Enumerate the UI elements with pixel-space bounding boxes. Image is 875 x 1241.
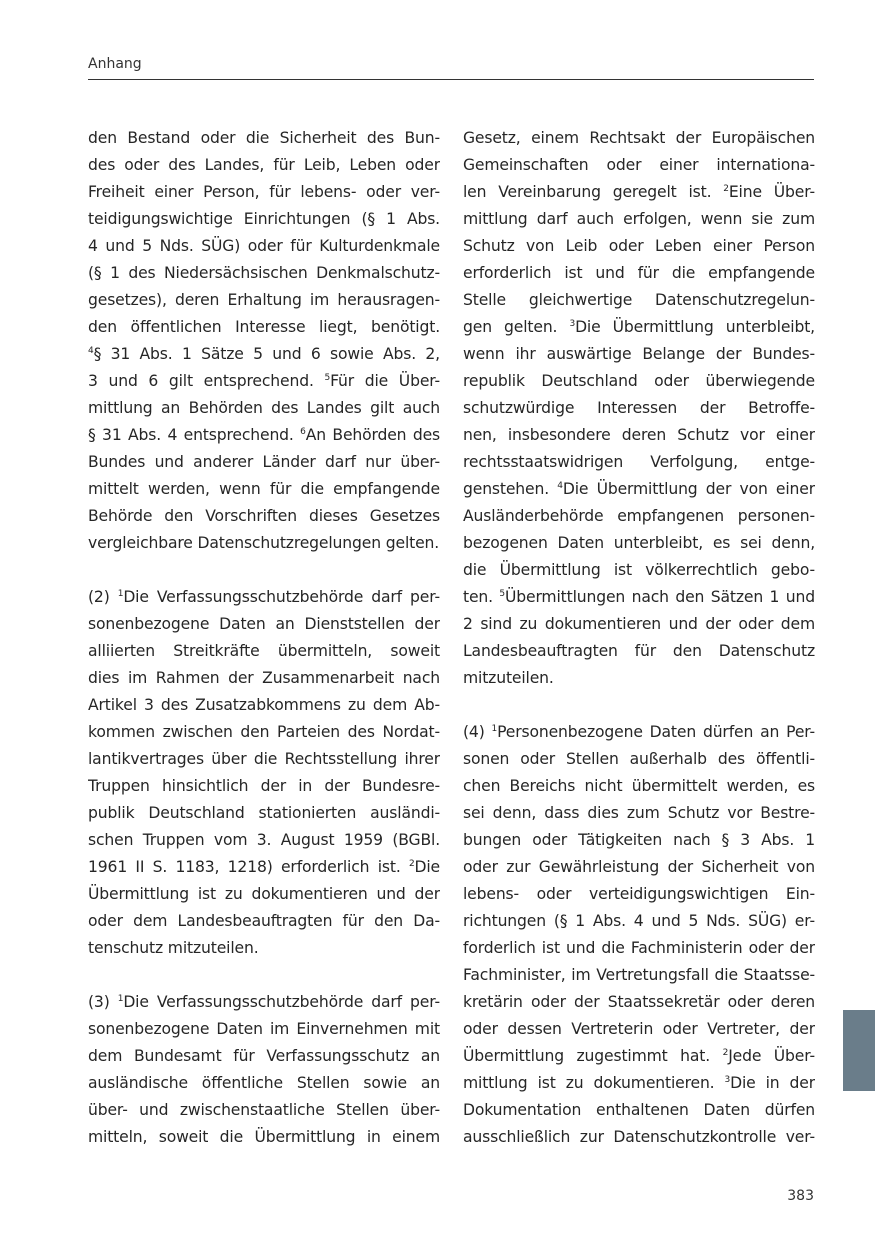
text-line: bungen oder Tätigkeiten nach § 3 Abs. 1 [463, 831, 815, 849]
chapter-side-tab [843, 1010, 875, 1091]
text-line: kommen zwischen den Parteien des Nordat- [88, 723, 440, 741]
text-line: bezogenen Daten unterbleibt, es sei denn, [463, 534, 815, 552]
text-line: chen Bereichs nicht übermittelt werden, es [463, 777, 815, 795]
text-line: $^4$§ 31 Abs. 1 Sätze 5 und 6 sowie Abs. 2, [88, 345, 440, 363]
text-line: kretärin oder der Staatssekretär oder deren [463, 993, 815, 1011]
text-line: mitzuteilen. [463, 669, 554, 687]
text-line: 3 und 6 gilt entsprechend. $^5$Für die Über- [88, 372, 440, 390]
text-line: publik Deutschland stationierten ausländi- [88, 804, 440, 822]
text-line: sonenbezogene Daten im Einvernehmen mit [88, 1020, 440, 1038]
text-line: oder zur Gewährleistung der Sicherheit von [463, 858, 815, 876]
text-line: Truppen hinsichtlich der in der Bundesre- [88, 777, 440, 795]
text-line: schutzwürdige Interessen der Betroffe- [463, 399, 815, 417]
text-line: mitteln, soweit die Übermittlung in einem [88, 1128, 440, 1146]
running-header: Anhang [88, 56, 142, 72]
text-line: ausschließlich zur Datenschutzkontrolle ver- [463, 1128, 815, 1146]
text-line: oder dessen Vertreterin oder Vertreter, der [463, 1020, 815, 1038]
text-line: Stelle gleichwertige Datenschutzregelun- [463, 291, 815, 309]
text-line: vergleichbare Datenschutzregelungen gelten. [88, 534, 440, 552]
text-line: Ausländerbehörde empfangenen personen- [463, 507, 815, 525]
text-line: § 31 Abs. 4 entsprechend. $^6$An Behörden des [88, 426, 440, 444]
text-line: Artikel 3 des Zusatzabkommens zu dem Ab- [88, 696, 440, 714]
text-line: mittelt werden, wenn für die empfangende [88, 480, 440, 498]
text-line: Dokumentation enthaltenen Daten dürfen [463, 1101, 815, 1119]
text-line: dies im Rahmen der Zusammenarbeit nach [88, 669, 440, 687]
text-line: sei denn, dass dies zum Schutz vor Bestre- [463, 804, 815, 822]
paragraph-gap [88, 557, 440, 584]
text-line: (3) $^1$Die Verfassungsschutzbehörde darf per- [88, 993, 440, 1011]
paragraph-gap [463, 692, 815, 719]
text-line: mittlung an Behörden des Landes gilt auch [88, 399, 440, 417]
text-line: Landesbeauftragten für den Datenschutz [463, 642, 815, 660]
text-line: den öffentlichen Interesse liegt, benötigt. [88, 318, 440, 336]
text-line: rechtsstaatswidrigen Verfolgung, entge- [463, 453, 815, 471]
text-line: Bundes und anderer Länder darf nur über- [88, 453, 440, 471]
text-line: genstehen. $^4$Die Übermittlung der von einer [463, 480, 815, 498]
text-line: (4) $^1$Personenbezogene Daten dürfen an Per- [463, 723, 815, 741]
text-line: Übermittlung zugestimmt hat. $^2$Jede Über- [463, 1047, 815, 1065]
text-line: nen, insbesondere deren Schutz vor einer [463, 426, 815, 444]
text-line: erforderlich ist und für die empfangende [463, 264, 815, 282]
text-line: oder dem Landesbeauftragten für den Da- [88, 912, 440, 930]
text-line: sonenbezogene Daten an Dienststellen der [88, 615, 440, 633]
text-column-right [463, 125, 815, 1151]
text-line: Freiheit einer Person, für lebens- oder ver- [88, 183, 440, 201]
text-line: len Vereinbarung geregelt ist. $^2$Eine Über- [463, 183, 815, 201]
text-line: mittlung darf auch erfolgen, wenn sie zum [463, 210, 815, 228]
text-line: dem Bundesamt für Verfassungsschutz an [88, 1047, 440, 1065]
text-line: 2 sind zu dokumentieren und der oder dem [463, 615, 815, 633]
text-line: den Bestand oder die Sicherheit des Bun- [88, 129, 440, 147]
text-line: 4 und 5 Nds. SÜG) oder für Kulturdenkmale [88, 237, 440, 255]
text-line: teidigungswichtige Einrichtungen (§ 1 Abs. [88, 210, 440, 228]
text-line: forderlich ist und die Fachministerin oder der [463, 939, 815, 957]
page-number: 383 [787, 1188, 814, 1204]
text-line: Gemeinschaften oder einer internationa- [463, 156, 815, 174]
text-line: Behörde den Vorschriften dieses Gesetzes [88, 507, 440, 525]
text-line: (2) $^1$Die Verfassungsschutzbehörde darf per- [88, 588, 440, 606]
text-line: (§ 1 des Niedersächsischen Denkmalschutz- [88, 264, 440, 282]
header-rule [88, 79, 814, 80]
text-line: ten. $^5$Übermittlungen nach den Sätzen 1 und [463, 588, 815, 606]
text-line: ausländische öffentliche Stellen sowie an [88, 1074, 440, 1092]
text-line: gen gelten. $^3$Die Übermittlung unterbleibt, [463, 318, 815, 336]
text-line: republik Deutschland oder überwiegende [463, 372, 815, 390]
text-line: lantikvertrages über die Rechtsstellung ihrer [88, 750, 440, 768]
text-line: mittlung ist zu dokumentieren. $^3$Die in der [463, 1074, 815, 1092]
text-line: richtungen (§ 1 Abs. 4 und 5 Nds. SÜG) er- [463, 912, 815, 930]
text-column-left [88, 125, 440, 1151]
text-line: Übermittlung ist zu dokumentieren und der [88, 885, 440, 903]
text-line: Fachminister, im Vertretungsfall die Staatsse- [463, 966, 815, 984]
text-line: über- und zwischenstaatliche Stellen über- [88, 1101, 440, 1119]
text-line: sonen oder Stellen außerhalb des öffentli- [463, 750, 815, 768]
text-line: schen Truppen vom 3. August 1959 (BGBl. [88, 831, 440, 849]
text-line: 1961 II S. 1183, 1218) erforderlich ist. $^2$Die [88, 858, 440, 876]
text-line: des oder des Landes, für Leib, Leben oder [88, 156, 440, 174]
text-line: wenn ihr auswärtige Belange der Bundes- [463, 345, 815, 363]
text-line: tenschutz mitzuteilen. [88, 939, 259, 957]
text-line: alliierten Streitkräfte übermitteln, soweit [88, 642, 440, 660]
paragraph-gap [88, 962, 440, 989]
text-line: Schutz von Leib oder Leben einer Person [463, 237, 815, 255]
text-line: die Übermittlung ist völkerrechtlich gebo- [463, 561, 815, 579]
text-line: lebens- oder verteidigungswichtigen Ein- [463, 885, 815, 903]
text-line: Gesetz, einem Rechtsakt der Europäischen [463, 129, 815, 147]
text-line: gesetzes), deren Erhaltung im herausragen- [88, 291, 440, 309]
